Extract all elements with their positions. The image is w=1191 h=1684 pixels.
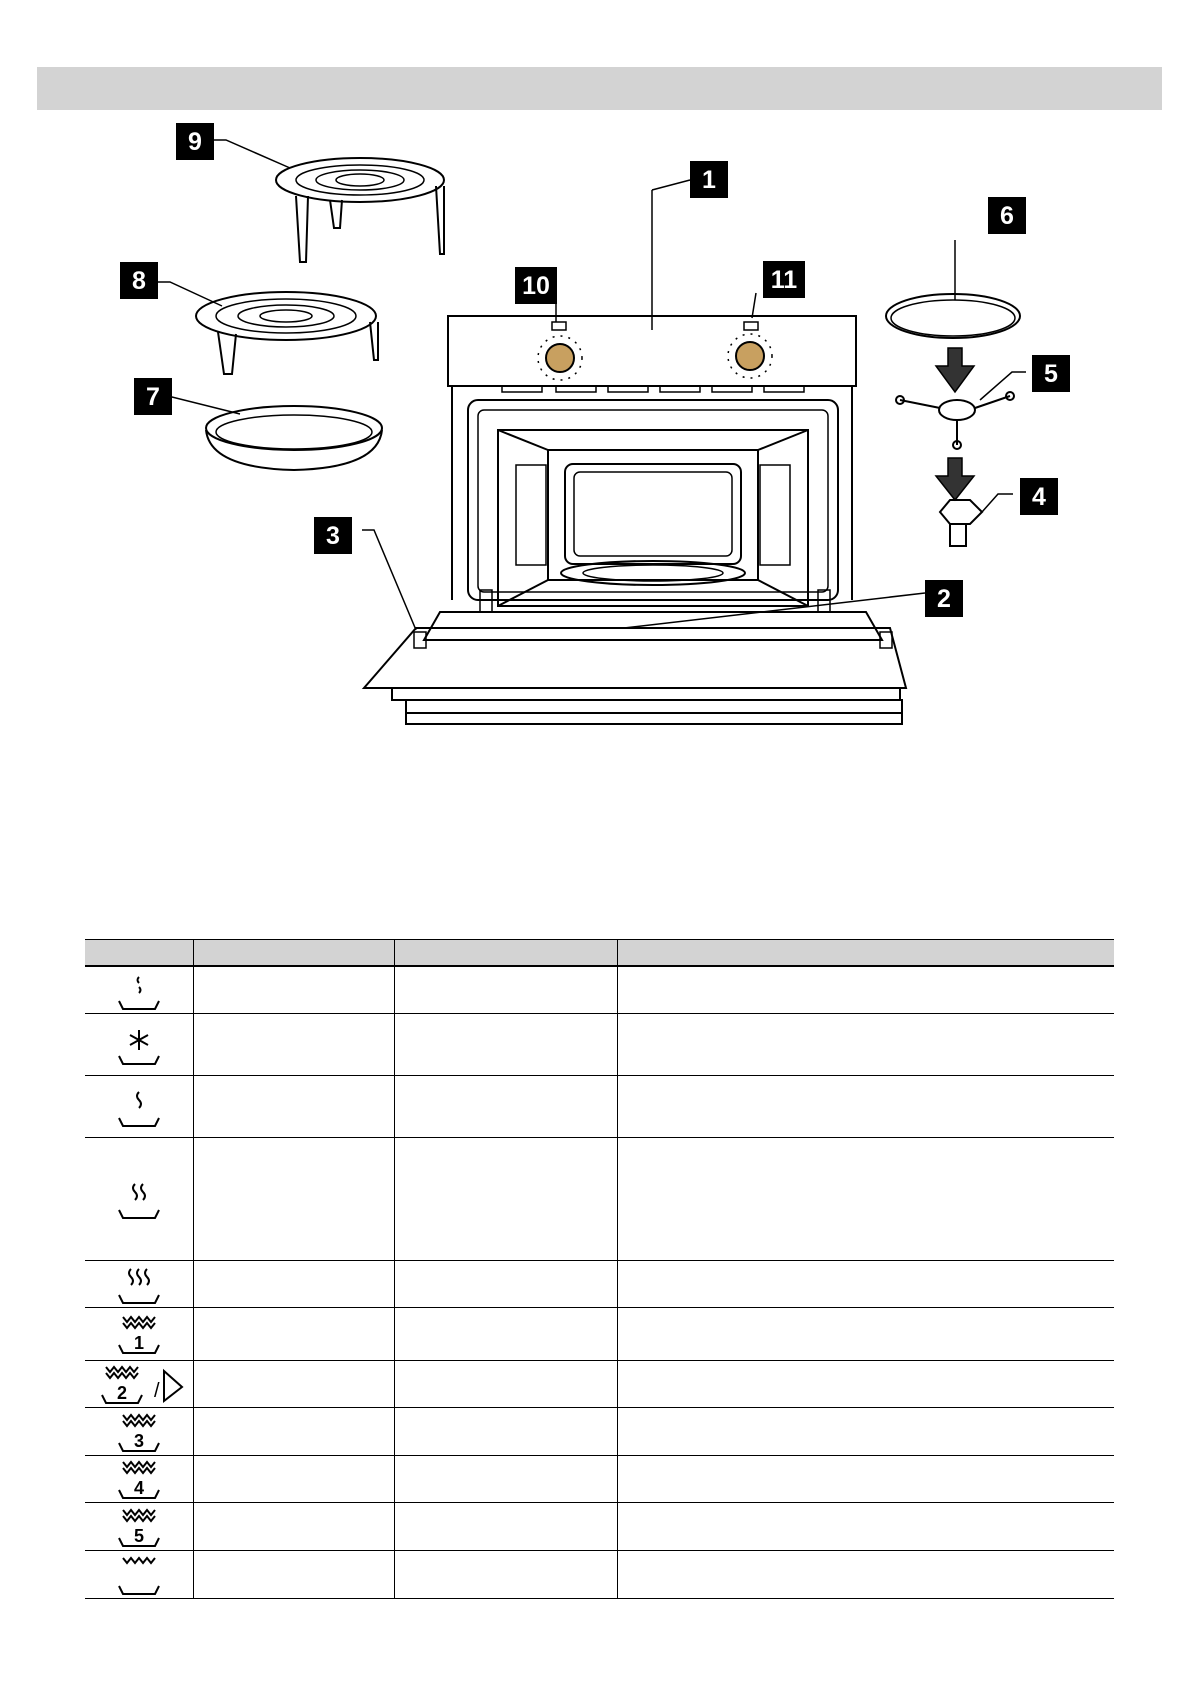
- callout-7: [134, 378, 172, 415]
- table-cell: [194, 1456, 395, 1503]
- table-icon-cell: [85, 1308, 194, 1361]
- table-cell: [395, 1456, 618, 1503]
- function-table: [85, 939, 1114, 1599]
- callout-1: [690, 161, 728, 198]
- table-cell: [194, 1408, 395, 1456]
- callout-11: [763, 261, 805, 298]
- grill-only-icon: [111, 1552, 167, 1598]
- grill-level-digit: 5: [133, 1525, 145, 1546]
- roller-ring-illustration: [896, 392, 1014, 449]
- crisp-plate-illustration: [206, 406, 382, 470]
- pizza-icon: [164, 1371, 182, 1401]
- table-cell: [194, 1076, 395, 1138]
- table-icon-cell: [85, 1456, 194, 1503]
- table-row: [85, 1308, 1114, 1361]
- table-cell: [194, 1138, 395, 1261]
- grill-level-5-icon: [111, 1504, 167, 1550]
- table-icon-cell: [85, 1014, 194, 1076]
- table-row: [85, 1076, 1114, 1138]
- table-row: [85, 1408, 1114, 1456]
- grill-level-digit: 2: [116, 1383, 128, 1403]
- table-cell: [194, 1361, 395, 1408]
- oven-illustration: [364, 316, 906, 724]
- svg-text:11: 11: [770, 266, 798, 294]
- table-header-cell: [85, 940, 194, 967]
- svg-text:7: 7: [146, 383, 160, 411]
- svg-text:5: 5: [1044, 360, 1058, 388]
- glass-turntable-illustration: [886, 294, 1020, 338]
- table-cell: [395, 1014, 618, 1076]
- table-cell: [618, 966, 1115, 1014]
- microwave-single-wave-icon: [111, 1084, 167, 1130]
- table-header-cell: [194, 940, 395, 967]
- table-cell: [395, 1308, 618, 1361]
- table-cell: [395, 1551, 618, 1599]
- coupler-illustration: [940, 500, 982, 546]
- callout-8: [120, 262, 158, 299]
- microwave-triple-wave-icon: [111, 1261, 167, 1307]
- table-cell: [618, 1551, 1115, 1599]
- callout-2: [925, 580, 963, 617]
- table-cell: [194, 1308, 395, 1361]
- table-cell: [395, 1138, 618, 1261]
- table-row: [85, 966, 1114, 1014]
- table-icon-cell: [85, 966, 194, 1014]
- grill-level-3-icon: [111, 1409, 167, 1455]
- svg-text:2: 2: [937, 585, 951, 613]
- table-header-row: [85, 940, 1114, 967]
- table-cell: [395, 1361, 618, 1408]
- table-cell: [395, 1261, 618, 1308]
- table-row: [85, 1361, 1114, 1408]
- table-row: [85, 1456, 1114, 1503]
- table-cell: [395, 1076, 618, 1138]
- svg-text:1: 1: [702, 166, 716, 194]
- grill-level-digit: 1: [133, 1333, 145, 1353]
- table-cell: [395, 966, 618, 1014]
- table-cell: [618, 1076, 1115, 1138]
- table-cell: [395, 1503, 618, 1551]
- callout-3: [314, 517, 352, 554]
- table-icon-cell: [85, 1408, 194, 1456]
- table-cell: [194, 1261, 395, 1308]
- table-cell: [618, 1361, 1115, 1408]
- low-rack-illustration: [196, 292, 378, 374]
- table-cell: [618, 1014, 1115, 1076]
- table-cell: [194, 1503, 395, 1551]
- table-icon-cell: [85, 1138, 194, 1261]
- table-cell: [395, 1408, 618, 1456]
- svg-text:9: 9: [188, 128, 202, 156]
- table-row: [85, 1138, 1114, 1261]
- table-icon-cell: [85, 1261, 194, 1308]
- svg-text:3: 3: [326, 522, 340, 550]
- assembly-arrows: [936, 348, 974, 500]
- table-cell: [194, 1014, 395, 1076]
- table-row: [85, 1551, 1114, 1599]
- oven-parts-svg: [0, 0, 1191, 760]
- callout-6: [988, 197, 1026, 234]
- svg-text:10: 10: [522, 272, 550, 300]
- table-cell: [194, 966, 395, 1014]
- callout-9: [176, 123, 214, 160]
- callout-5: [1032, 355, 1070, 392]
- grill-level-digit: 3: [133, 1430, 145, 1451]
- microwave-double-wave-icon: [111, 1176, 167, 1222]
- microwave-low-wave-icon: [111, 967, 167, 1013]
- grill-level-1-icon: [111, 1311, 167, 1357]
- table-icon-cell: [85, 1503, 194, 1551]
- table-row: [85, 1014, 1114, 1076]
- table-header-cell: [618, 940, 1115, 967]
- callout-4: [1020, 478, 1058, 515]
- microwave-defrost-snowflake-icon: [111, 1022, 167, 1068]
- table-cell: [618, 1408, 1115, 1456]
- table-cell: [618, 1261, 1115, 1308]
- callout-10: [515, 267, 557, 304]
- table-icon-cell: [85, 1551, 194, 1599]
- icon-separator: /: [154, 1380, 160, 1402]
- table-row: [85, 1261, 1114, 1308]
- table-cell: [618, 1138, 1115, 1261]
- svg-text:6: 6: [1000, 202, 1014, 230]
- table-icon-cell: [85, 1361, 194, 1408]
- table-cell: [618, 1456, 1115, 1503]
- grill-level-2-pizza-icon: [94, 1361, 184, 1407]
- grill-level-4-icon: [111, 1456, 167, 1502]
- table-icon-cell: [85, 1076, 194, 1138]
- table-header-cell: [395, 940, 618, 967]
- svg-text:8: 8: [132, 267, 146, 295]
- table-row: [85, 1503, 1114, 1551]
- high-rack-illustration: [276, 158, 444, 262]
- table-cell: [618, 1503, 1115, 1551]
- grill-level-digit: 4: [133, 1478, 145, 1498]
- oven-parts-diagram: [0, 0, 1191, 760]
- table-cell: [194, 1551, 395, 1599]
- svg-text:4: 4: [1032, 483, 1046, 511]
- table-cell: [618, 1308, 1115, 1361]
